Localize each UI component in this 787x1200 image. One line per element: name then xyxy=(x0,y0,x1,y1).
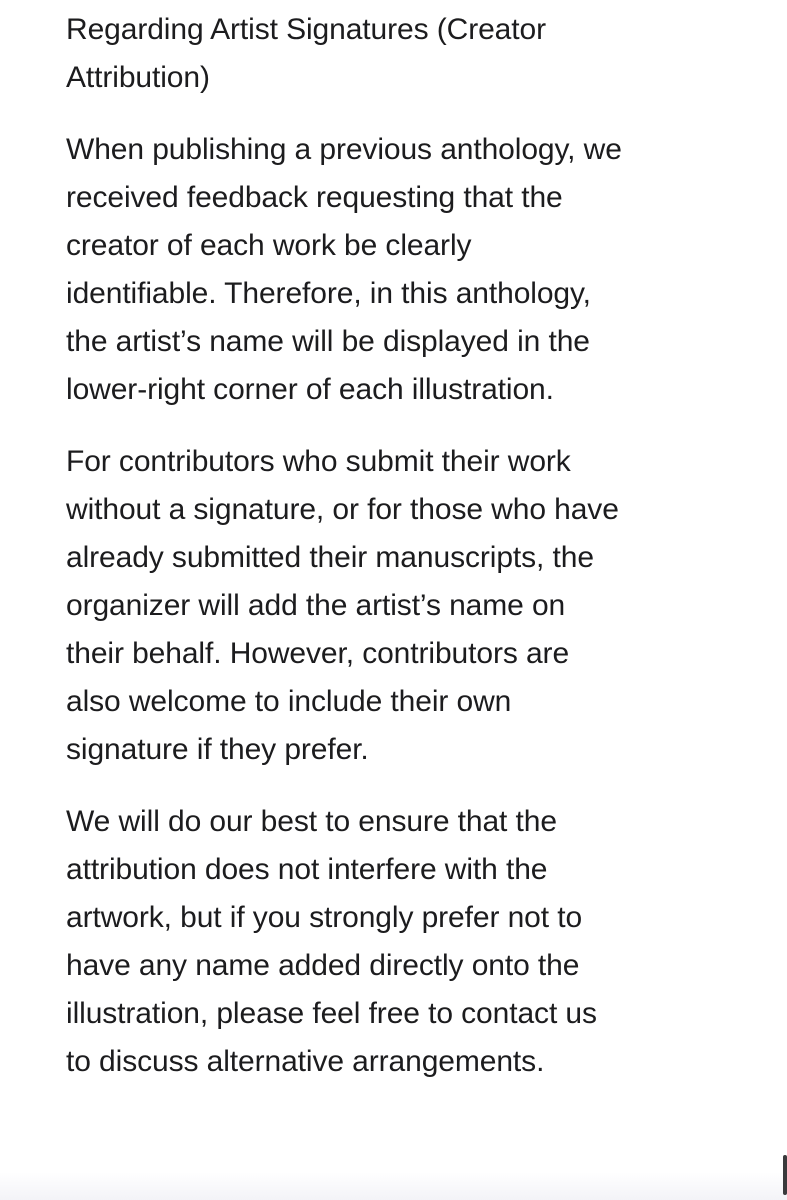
note-title xyxy=(66,6,746,102)
vertical-scrollbar[interactable] xyxy=(783,1155,787,1195)
paragraph-line: to discuss alternative arrangements. xyxy=(66,1045,545,1078)
paragraph-line: For contributors who submit their work xyxy=(66,445,571,478)
paragraph-line: illustration, please feel free to contact us xyxy=(66,997,597,1030)
paragraph-line: We will do our best to ensure that the xyxy=(66,805,557,838)
paragraph-line: creator of each work be clearly xyxy=(66,229,472,262)
paragraph-line: When publishing a previous anthology, we xyxy=(66,133,622,166)
paragraph-line: lower-right corner of each illustration. xyxy=(66,373,554,406)
paragraph-line: already submitted their manuscripts, the xyxy=(66,541,594,574)
paragraph-line: identifiable. Therefore, in this anthology, xyxy=(66,277,591,310)
paragraph-line: signature if they prefer. xyxy=(66,733,369,766)
paragraph-line: the artist’s name will be displayed in the xyxy=(66,325,590,358)
title-line: Attribution) xyxy=(66,61,210,94)
paragraph-line: received feedback requesting that the xyxy=(66,181,563,214)
paragraph-alternatives xyxy=(66,798,746,1086)
paragraph-line: organizer will add the artist’s name on xyxy=(66,589,566,622)
paragraph-feedback xyxy=(66,126,746,414)
bottom-fade xyxy=(0,1172,787,1200)
paragraph-line: without a signature, or for those who have xyxy=(66,493,619,526)
paragraph-line: have any name added directly onto the xyxy=(66,949,580,982)
title-line: Regarding Artist Signatures (Creator xyxy=(66,13,546,46)
paragraph-line: artwork, but if you strongly prefer not to xyxy=(66,901,583,934)
paragraph-line: also welcome to include their own xyxy=(66,685,512,718)
note-body[interactable] xyxy=(66,6,746,1110)
paragraph-contributors xyxy=(66,438,746,774)
paragraph-line: attribution does not interfere with the xyxy=(66,853,548,886)
paragraph-line: their behalf. However, contributors are xyxy=(66,637,570,670)
